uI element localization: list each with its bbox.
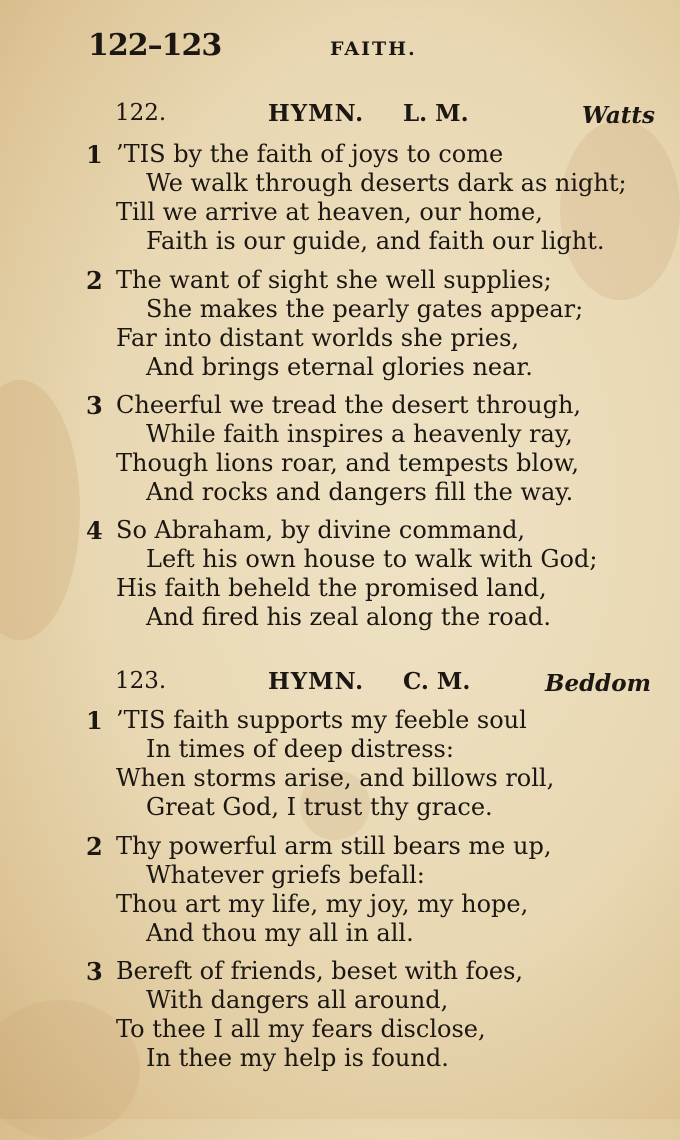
verse-line: Bereft of friends, beset with foes, xyxy=(116,957,524,985)
section-title: FAITH. xyxy=(330,38,417,60)
hymn-author: Beddom xyxy=(545,670,651,697)
verse-line: The want of sight she well supplies; xyxy=(116,266,552,294)
verse-line: And rocks and dangers fill the way. xyxy=(146,478,574,506)
stanza-number: 1 xyxy=(86,706,103,735)
verse-line: In times of deep distress: xyxy=(146,735,454,763)
verse-line: Far into distant worlds she pries, xyxy=(116,324,520,352)
verse-line: His faith beheld the promised land, xyxy=(116,574,547,602)
verse-line: And thou my all in all. xyxy=(146,919,414,947)
hymn-label: HYMN. xyxy=(268,100,365,127)
hymn-heading xyxy=(115,100,655,134)
verse-line: Left his own house to walk with God; xyxy=(146,545,598,573)
verse-line: Though lions roar, and tempests blow, xyxy=(116,449,579,477)
stanza-number: 2 xyxy=(86,266,103,295)
hymn-meter: C. M. xyxy=(403,668,471,695)
verse-line: Great God, I trust thy grace. xyxy=(146,793,493,821)
stanza-number: 1 xyxy=(86,140,103,169)
verse-line: While faith inspires a heavenly ray, xyxy=(146,420,573,448)
verse-line: ’TIS faith supports my feeble soul xyxy=(116,706,527,734)
hymn-label: HYMN. xyxy=(268,668,365,695)
hymn-heading xyxy=(115,668,651,702)
verse-line: Thy powerful arm still bears me up, xyxy=(116,832,552,860)
verse-line: And brings eternal glories near. xyxy=(146,353,533,381)
stanza-number: 3 xyxy=(86,391,103,420)
verse-line: Thou art my life, my joy, my hope, xyxy=(116,890,529,918)
verse-line: And fired his zeal along the road. xyxy=(146,603,552,631)
verse-line: Whatever griefs befall: xyxy=(146,861,425,889)
hymn-number: 122. xyxy=(115,100,167,126)
running-head xyxy=(88,28,640,68)
verse-line: Till we arrive at heaven, our home, xyxy=(116,198,543,226)
stanza-number: 4 xyxy=(86,516,103,545)
verse-line: Cheerful we tread the desert through, xyxy=(116,391,582,419)
stanza-number: 3 xyxy=(86,957,103,986)
verse-line: In thee my help is found. xyxy=(146,1044,449,1072)
verse-line: To thee I all my fears disclose, xyxy=(116,1015,486,1043)
verse-line: So Abraham, by divine command, xyxy=(116,516,526,544)
page-range: 122–123 xyxy=(88,28,222,63)
verse-line: With dangers all around, xyxy=(146,986,449,1014)
hymn-number: 123. xyxy=(115,668,167,694)
stanza-number: 2 xyxy=(86,832,103,861)
hymn-author: Watts xyxy=(582,102,655,129)
verse-line: She makes the pearly gates appear; xyxy=(146,295,584,323)
verse-line: Faith is our guide, and faith our light. xyxy=(146,227,605,255)
verse-line: We walk through deserts dark as night; xyxy=(146,169,627,197)
hymn-meter: L. M. xyxy=(403,100,469,127)
verse-line: ’TIS by the faith of joys to come xyxy=(116,140,504,168)
verse-line: When storms arise, and billows roll, xyxy=(116,764,555,792)
